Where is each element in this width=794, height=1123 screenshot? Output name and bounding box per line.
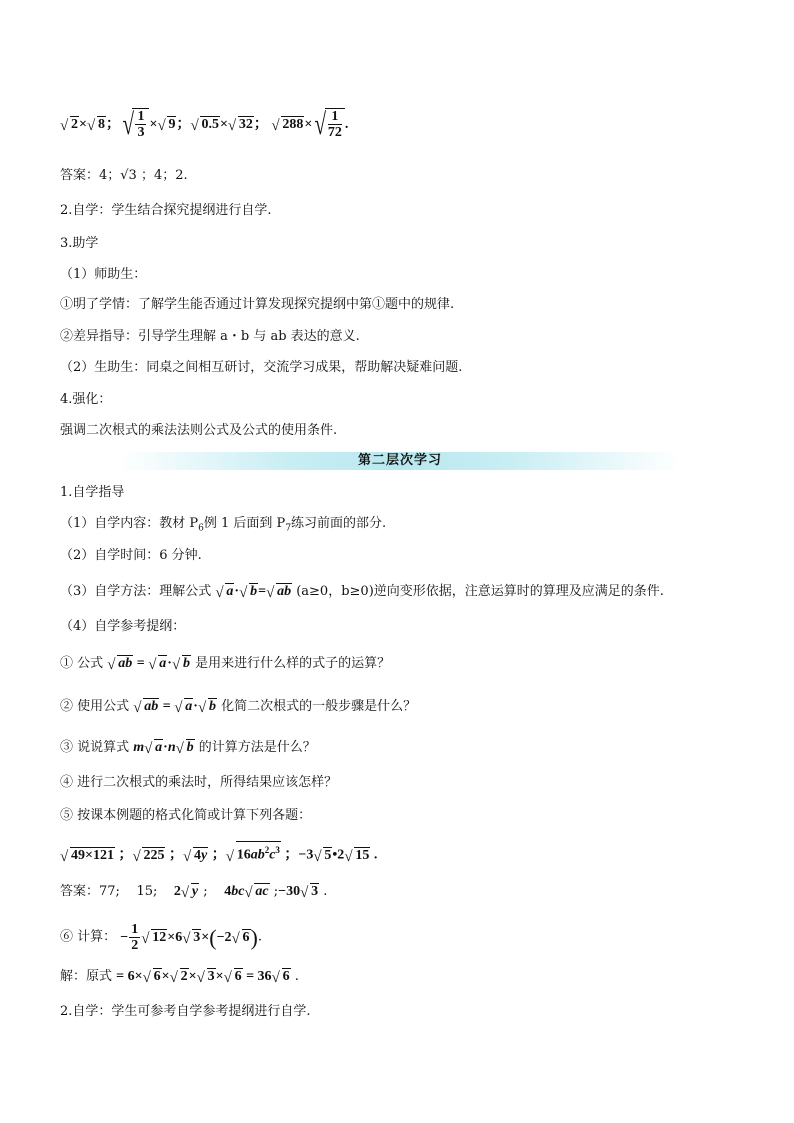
- question-1-suffix: 是用来进行什么样的式子的运算？: [195, 656, 391, 671]
- guide-item-1-prefix: （1）自学内容：教材 P: [60, 516, 199, 531]
- question-2-suffix: 化简二次根式的一般步骤是什么？: [221, 699, 417, 714]
- solution-formula: = 6×√ 6×√ 2×√ 3×√ 6 = 36√ 6: [116, 969, 290, 984]
- answer-2-prefix: 答案：77;: [60, 884, 120, 899]
- answer-line-2: 答案：77; 15; 2√ y ; 4bc√ ac ;−30√ 3 .: [60, 882, 327, 902]
- question-1-prefix: ① 公式: [60, 656, 104, 671]
- question-5: ⑤ 按课本例题的格式化简或计算下列各题：: [60, 808, 312, 823]
- guide-item-3-prefix: （3）自学方法：理解公式: [60, 584, 212, 599]
- step4-heading: 4.强化：: [60, 392, 112, 407]
- section-banner-title: 第二层次学习: [357, 453, 442, 468]
- top-math-expressions: √ 2×√ 8； √ $\frac{1}{3}$ ×√ 9；√ 0.5×√ 32； √ 288× √ $\frac{1}{72}$ .: [60, 108, 348, 142]
- question-4: ④ 进行二次根式的乘法时，所得结果应该怎样？: [60, 775, 338, 790]
- guide-item-1: [60, 514, 386, 539]
- step4-text: 强调二次根式的乘法法则公式及公式的使用条件.: [60, 423, 338, 438]
- question-6: ⑥ 计算： − $\frac{1}{2}$ √ 12×6√ 3×(−2√ 6).: [60, 922, 262, 953]
- question-6-formula: − $\frac{1}{2}$ √ 12×6√ 3×(−2√ 6): [120, 930, 258, 945]
- question-1-formula: √ ab = √ a·√ b: [107, 656, 191, 671]
- section-banner: [120, 452, 680, 470]
- question-3-prefix: ③ 说说算式: [60, 740, 130, 755]
- help1-heading: （1）师助生：: [60, 267, 147, 282]
- help2-text: （2）生助生：同桌之间相互研讨，交流学习成果，帮助解决疑难问题.: [60, 360, 463, 375]
- question-2: [60, 697, 416, 717]
- guide-item-4: （4）自学参考提纲：: [60, 619, 186, 634]
- question-1: [60, 654, 390, 674]
- guide-heading: 1.自学指导: [60, 485, 125, 500]
- help1a-text: ①明了学情：了解学生能否通过计算发现探究提纲中第①题中的规律.: [60, 297, 455, 312]
- question-3-formula: m√ a·n√ b: [133, 740, 194, 755]
- page-sub-2: 7: [285, 523, 292, 534]
- help1b-text: ②差异指导：引导学生理解 a・b 与 ab 表达的意义.: [60, 329, 360, 344]
- formula-product: √ a·√ b=√ ab: [215, 584, 292, 599]
- guide-item-1-suffix: 练习前面的部分.: [291, 516, 387, 531]
- solution-line: 解：原式 = 6×√ 6×√ 2×√ 3×√ 6 = 36√ 6 .: [60, 967, 299, 987]
- final-step-text: 2.自学：学生可参考自学参考提纲进行自学.: [60, 1004, 311, 1019]
- answer-2-value-e: −30√ 3: [278, 884, 319, 899]
- step3-heading: 3.助学: [60, 236, 99, 251]
- answer-2-value-d: 4bc√ ac: [224, 884, 269, 899]
- answer-line-1: 答案：4；√3 ；4；2.: [60, 168, 188, 183]
- answer-2-value-c: 2√ y: [174, 884, 199, 899]
- solution-prefix: 解：原式: [60, 969, 113, 984]
- question-3: [60, 738, 316, 758]
- question-2-prefix: ② 使用公式: [60, 699, 130, 714]
- step2-text: 2.自学：学生结合探究提纲进行自学.: [60, 203, 272, 218]
- question-6-prefix: ⑥ 计算：: [60, 929, 117, 945]
- answer-2-value-b: 15;: [136, 884, 158, 899]
- question-2-formula: √ ab = √ a·√ b: [133, 699, 217, 714]
- guide-item-3-suffix: (a≥0，b≥0)逆向变形依据，注意运算时的算理及应满足的条件.: [296, 584, 664, 599]
- question-3-suffix: 的计算方法是什么？: [198, 740, 316, 755]
- guide-item-1-mid: 例 1 后面到 P: [203, 516, 286, 531]
- question-5-expressions: √ 49×121 ；√ 225 ；√ 4y ；√ $16ab^2c^3$ ；−3√ 5•2√ 15 .: [60, 841, 377, 866]
- page-sub-1: 6: [198, 523, 204, 534]
- guide-item-3: [60, 582, 664, 602]
- guide-item-2: （2）自学时间：6 分钟.: [60, 548, 202, 563]
